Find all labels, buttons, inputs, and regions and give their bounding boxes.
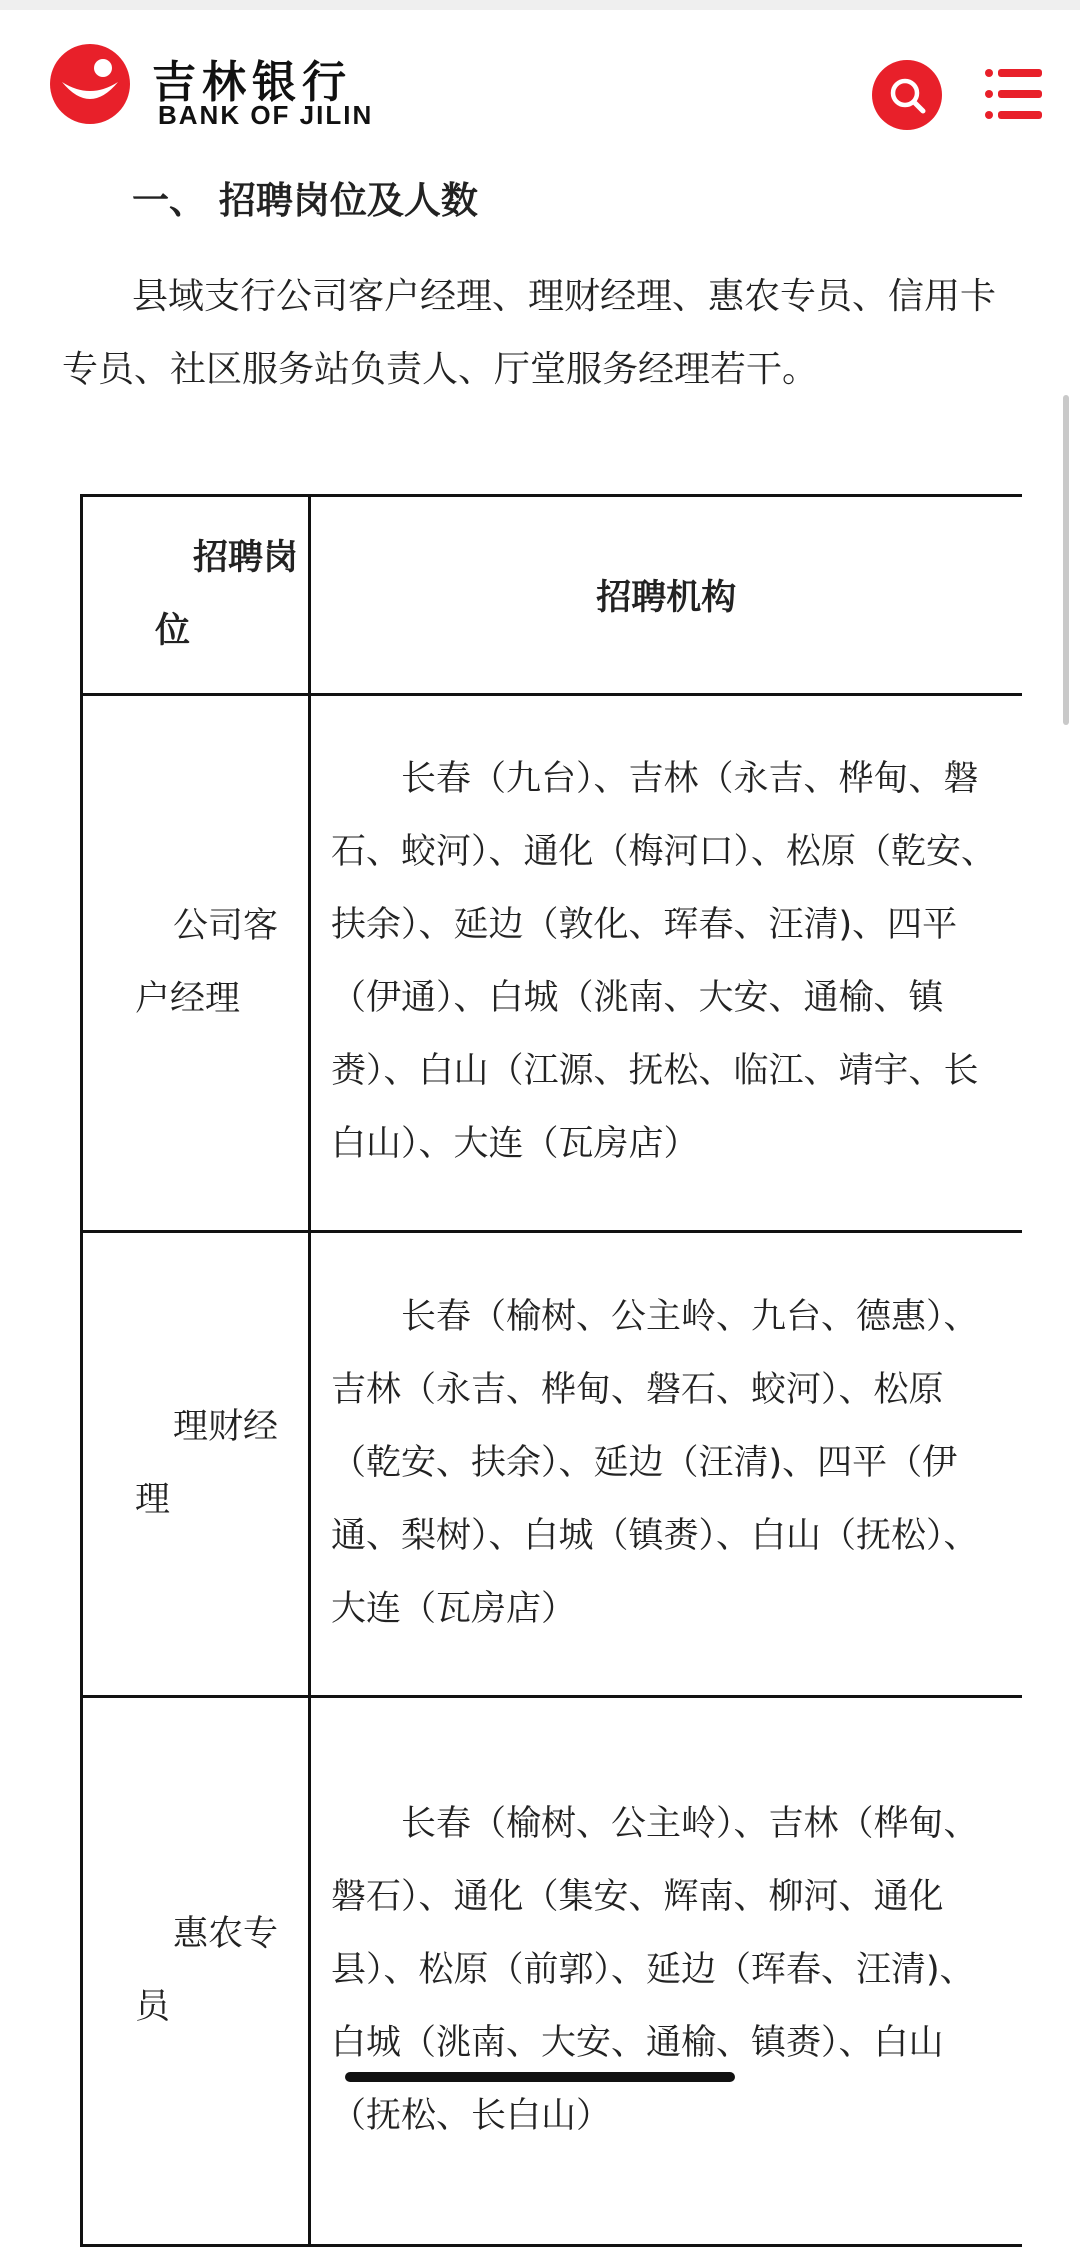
bank-logo-icon[interactable] xyxy=(48,42,132,126)
position-cell: 公司客户经理 xyxy=(82,695,310,1232)
search-button[interactable] xyxy=(872,60,942,130)
site-header xyxy=(0,10,1080,150)
intro-paragraph: 县域支行公司客户经理、理财经理、惠农专员、信用卡专员、社区服务站负责人、厅堂服务经理若干。 xyxy=(62,276,997,390)
page-scrollbar[interactable] xyxy=(1063,395,1069,725)
organization-cell: 长春（榆树、公主岭）、吉林（桦甸、磐石）、通化（集安、辉南、柳河、通化县）、松原（前郭）、延边（珲春、汪清)、白城（洮南、大安、通榆、镇赉）、白山（抚松、长白山） xyxy=(310,1697,1022,2246)
brand-name-cn: 吉林银行 xyxy=(152,57,352,108)
home-indicator[interactable] xyxy=(345,2072,735,2082)
recruitment-table xyxy=(80,494,1022,2247)
table-row xyxy=(82,695,1022,1232)
section-title: 一、 招聘岗位及人数 xyxy=(132,179,478,222)
table-header-row xyxy=(82,496,1022,695)
position-cell: 惠农专员 xyxy=(82,1697,310,2246)
organization-cell: 长春（榆树、公主岭、九台、德惠）、吉林（永吉、桦甸、磐石、蛟河）、松原（乾安、扶余）、延边（汪清)、四平（伊通、梨树）、白城（镇赉）、白山（抚松）、大连（瓦房店） xyxy=(310,1232,1022,1697)
header-position: 招聘岗位 xyxy=(82,496,310,695)
status-strip xyxy=(0,0,1080,10)
brand-name-en: BANK OF JILIN xyxy=(158,100,374,130)
organization-cell: 长春（九台）、吉林（永吉、桦甸、磐石、蛟河）、通化（梅河口）、松原（乾安、扶余）、延边（敦化、珲春、汪清)、四平（伊通）、白城（洮南、大安、通榆、镇赉）、白山（江源、抚松、临江、靖宇、长白山）、大连（瓦房店） xyxy=(310,695,1022,1232)
menu-icon[interactable] xyxy=(984,66,1044,122)
search-icon xyxy=(886,74,928,116)
position-cell: 理财经理 xyxy=(82,1232,310,1697)
table-row xyxy=(82,1232,1022,1697)
table-row xyxy=(82,1697,1022,2246)
header-organization: 招聘机构 xyxy=(310,496,1022,695)
